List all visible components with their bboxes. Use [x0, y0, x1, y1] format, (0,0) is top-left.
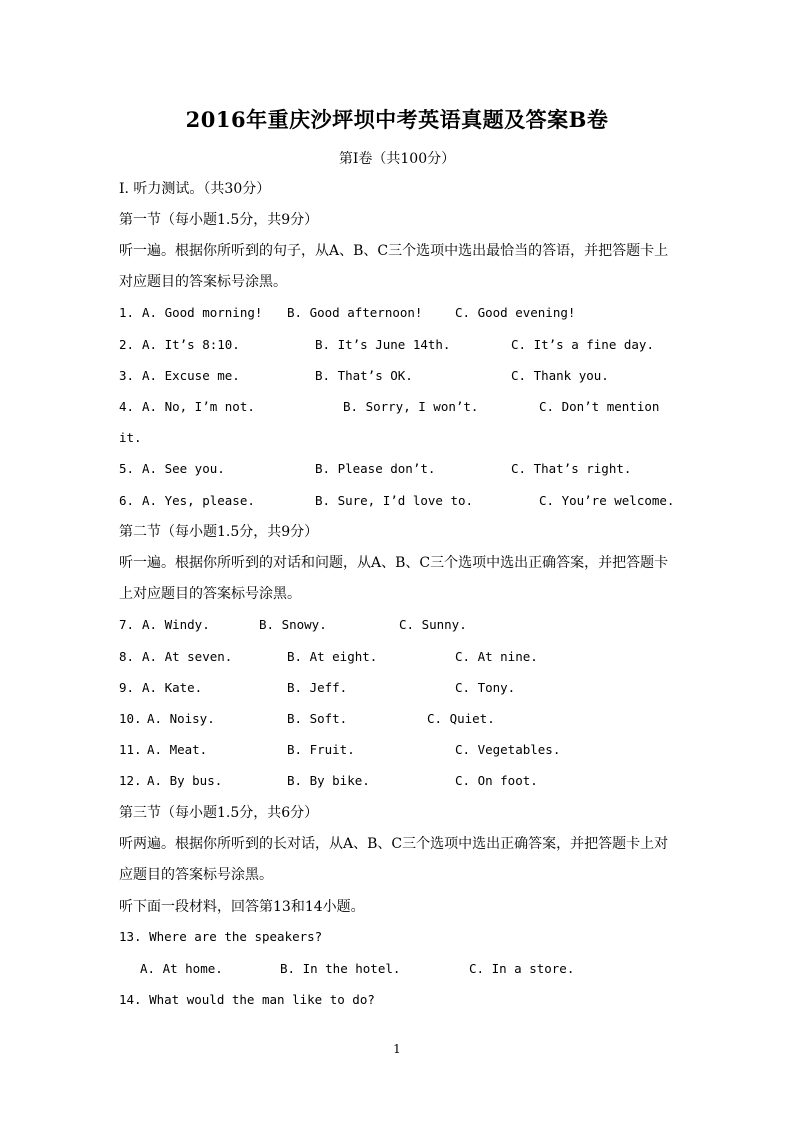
option-b: B. Soft.	[287, 711, 348, 726]
question-number: 7.	[119, 617, 135, 632]
option-c: C. Sunny.	[399, 617, 467, 632]
option-a: A. Noisy.	[147, 711, 215, 726]
option-c: C. Thank you.	[511, 368, 609, 383]
document-subtitle: 第Ⅰ卷（共100分）	[338, 151, 456, 167]
section3-heading: 第三节（每小题1.5分，共6分）	[119, 805, 319, 821]
option-c: C. You’re welcome.	[539, 493, 675, 508]
option-b: B. Sure, I’d love to.	[315, 493, 474, 508]
option-c: C. Good evening!	[455, 305, 576, 320]
option-c-continuation: it.	[119, 430, 142, 445]
option-a: A. Good morning!	[142, 305, 263, 320]
option-c: C. On foot.	[455, 773, 538, 788]
part1-heading: Ⅰ. 听力测试。（共30分）	[119, 181, 271, 197]
question-number: 4.	[119, 399, 135, 414]
option-a: A. Yes, please.	[142, 493, 255, 508]
document-title: 2016年重庆沙坪坝中考英语真题及答案B卷	[185, 107, 609, 132]
option-c: C. Tony.	[455, 680, 516, 695]
option-b: B. In the hotel.	[280, 961, 401, 976]
option-b: B. Fruit.	[287, 742, 355, 757]
question-number: 8.	[119, 649, 135, 664]
section3-instruction-line2: 应题目的答案标号涂黑。	[119, 867, 273, 883]
question-number: 11.	[119, 742, 142, 757]
material-intro: 听下面一段材料，回答第13和14小题。	[119, 899, 365, 915]
question-number: 2.	[119, 337, 135, 352]
option-b: B. Please don’t.	[315, 461, 436, 476]
question-number: 12.	[119, 773, 142, 788]
option-c: C. In a store.	[469, 961, 575, 976]
option-a: A. Meat.	[147, 742, 208, 757]
question-number: 1.	[119, 305, 135, 320]
section1-instruction-line1: 听一遍。根据你所听到的句子，从A、B、C三个选项中选出最恰当的答语，并把答题卡上	[119, 243, 669, 259]
option-a: A. Windy.	[142, 617, 210, 632]
option-a: A. At home.	[140, 961, 223, 976]
option-b: B. Good afternoon!	[287, 305, 423, 320]
question-number: 5.	[119, 461, 135, 476]
page-number: 1	[393, 1042, 401, 1056]
section2-instruction-line1: 听一遍。根据你所听到的对话和问题，从A、B、C三个选项中选出正确答案，并把答题卡	[119, 555, 669, 571]
option-c: C. Vegetables.	[455, 742, 561, 757]
option-b: B. At eight.	[287, 649, 378, 664]
section2-heading: 第二节（每小题1.5分，共9分）	[119, 524, 319, 540]
question-stem: 13. Where are the speakers?	[119, 929, 323, 944]
option-c: C. It’s a fine day.	[511, 337, 654, 352]
question-number: 3.	[119, 368, 135, 383]
option-b: B. That’s OK.	[315, 368, 413, 383]
option-b: B. It’s June 14th.	[315, 337, 451, 352]
option-b: B. Sorry, I won’t.	[343, 399, 479, 414]
question-number: 6.	[119, 493, 135, 508]
option-a: A. See you.	[142, 461, 225, 476]
question-stem: 14. What would the man like to do?	[119, 992, 375, 1007]
question-number: 10.	[119, 711, 142, 726]
option-a: A. It’s 8:10.	[142, 337, 240, 352]
section2-instruction-line2: 上对应题目的答案标号涂黑。	[119, 586, 301, 602]
option-c: C. Don’t mention	[539, 399, 660, 414]
option-a: A. Kate.	[142, 680, 203, 695]
section1-instruction-line2: 对应题目的答案标号涂黑。	[119, 274, 287, 290]
option-a: A. No, I’m not.	[142, 399, 255, 414]
section3-instruction-line1: 听两遍。根据你所听到的长对话，从A、B、C三个选项中选出正确答案，并把答题卡上对	[119, 836, 669, 852]
option-c: C. Quiet.	[427, 711, 495, 726]
option-b: B. Jeff.	[287, 680, 348, 695]
option-a: A. Excuse me.	[142, 368, 240, 383]
option-a: A. At seven.	[142, 649, 233, 664]
option-b: B. By bike.	[287, 773, 370, 788]
option-c: C. That’s right.	[511, 461, 632, 476]
question-number: 9.	[119, 680, 135, 695]
option-b: B. Snowy.	[259, 617, 327, 632]
option-c: C. At nine.	[455, 649, 538, 664]
option-a: A. By bus.	[147, 773, 223, 788]
section1-heading: 第一节（每小题1.5分，共9分）	[119, 212, 319, 228]
